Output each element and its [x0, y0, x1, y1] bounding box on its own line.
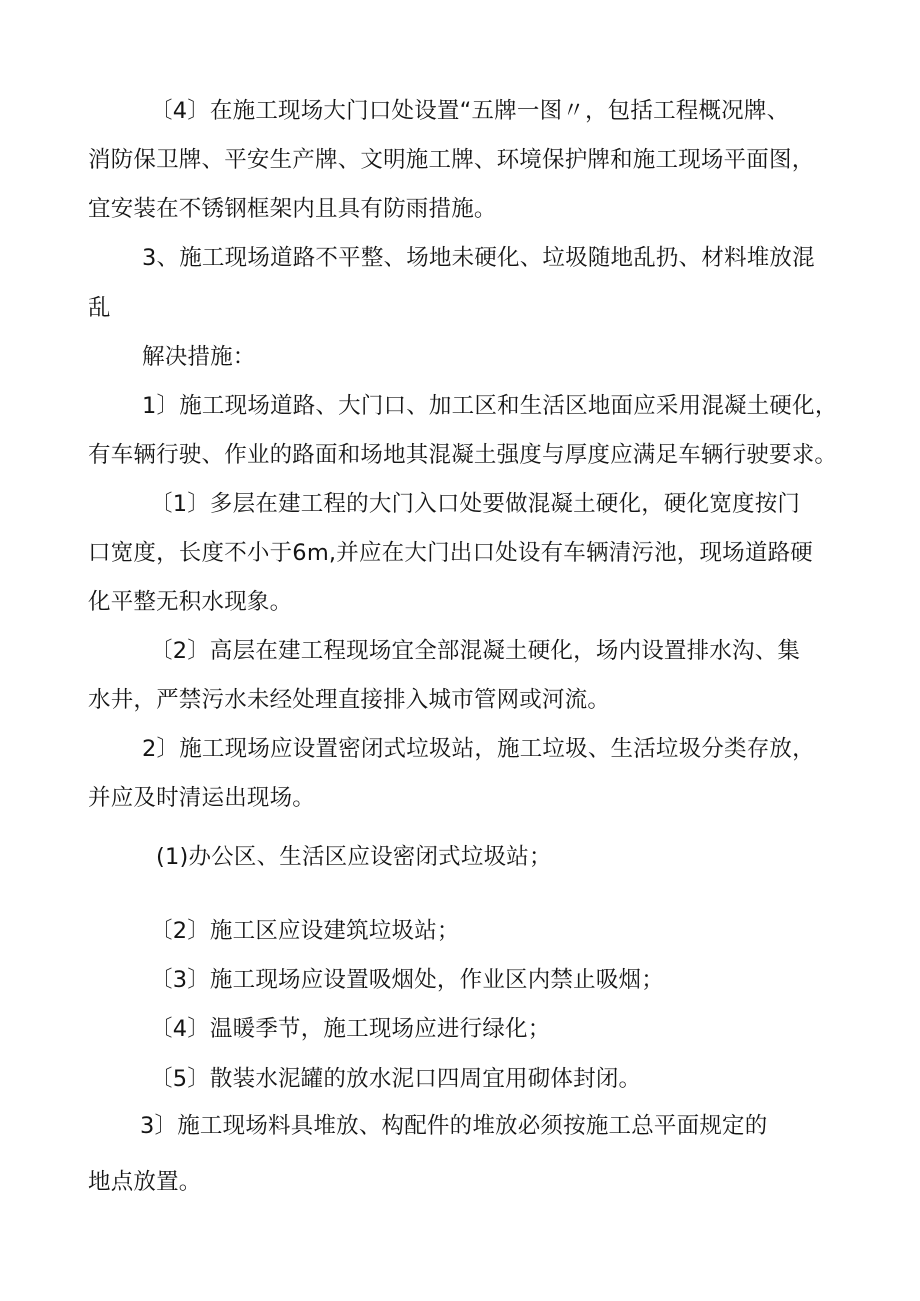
- paragraph-line: 3〕施工现场料具堆放、构配件的堆放必须按施工总平面规定的: [140, 1113, 768, 1139]
- list-item: (1)办公区、生活区应设密闭式垃圾站；: [156, 844, 552, 870]
- paragraph-line: 化平整无积水现象。: [88, 589, 293, 615]
- paragraph-line: 2〕施工现场应设置密闭式垃圾站，施工垃圾、生活垃圾分类存放，: [142, 736, 815, 762]
- paragraph-line: 宜安装在不锈钢框架内且具有防雨措施。: [88, 196, 497, 222]
- paragraph-line: 3、施工现场道路不平整、场地未硬化、垃圾随地乱扔、材料堆放混: [142, 245, 815, 271]
- paragraph-line: 1〕施工现场道路、大门口、加工区和生活区地面应采用混凝土硬化，: [142, 393, 838, 419]
- paragraph-line: 〔4〕在施工现场大门口处设置“五牌一图〃，包括工程概况牌、: [150, 98, 790, 124]
- section-heading: 解决措施：: [142, 344, 256, 370]
- paragraph-line: 乱: [88, 295, 111, 321]
- paragraph-line: 〔1〕多层在建工程的大门入口处要做混凝土硬化，硬化宽度按门: [150, 491, 801, 517]
- list-item: 〔3〕施工现场应设置吸烟处，作业区内禁止吸烟；: [150, 967, 664, 993]
- list-item: 〔2〕施工区应设建筑垃圾站；: [150, 918, 460, 944]
- paragraph-line: 口宽度，长度不小于6m,并应在大门出口处设有车辆清污池，现场道路硬: [88, 540, 813, 566]
- list-item: 〔5〕散装水泥罐的放水泥口四周宜用砌体封闭。: [150, 1066, 642, 1092]
- paragraph-line: 并应及时清运出现场。: [88, 785, 316, 811]
- paragraph-line: 有车辆行驶、作业的路面和场地其混凝土强度与厚度应满足车辆行驶要求。: [88, 442, 838, 468]
- paragraph-line: 消防保卫牌、平安生产牌、文明施工牌、环境保护牌和施工现场平面图，: [88, 147, 815, 173]
- paragraph-line: 〔2〕高层在建工程现场宜全部混凝土硬化，场内设置排水沟、集: [150, 638, 801, 664]
- paragraph-line: 地点放置。: [88, 1169, 202, 1195]
- list-item: 〔4〕温暖季节，施工现场应进行绿化；: [150, 1016, 551, 1042]
- paragraph-line: 水井，严禁污水未经处理直接排入城市管网或河流。: [88, 687, 611, 713]
